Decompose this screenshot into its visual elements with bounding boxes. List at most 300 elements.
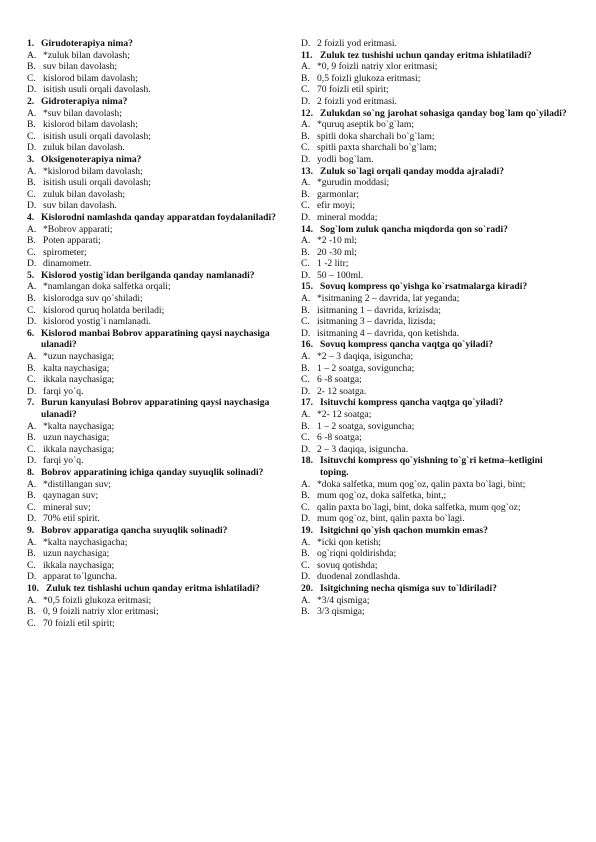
answer-option: [301, 131, 569, 143]
option-letter: C.: [27, 246, 36, 258]
question-block: [301, 583, 569, 618]
question-number: 10.: [27, 582, 39, 594]
answer-option: [301, 200, 569, 212]
answer-option: [301, 189, 569, 201]
option-text: 0, 9 foizli natriy xlor eritmasi;: [43, 606, 159, 618]
question-number: 5.: [27, 269, 35, 281]
answer-option: [27, 258, 289, 270]
answer-option: [301, 258, 569, 270]
answer-option: [301, 247, 569, 259]
answer-option: [27, 502, 289, 514]
answer-option: [301, 142, 569, 154]
answer-option: [301, 421, 569, 433]
option-letter: B.: [301, 548, 310, 560]
option-text: 20 -30 ml;: [317, 246, 357, 258]
option-letter: D.: [301, 211, 311, 223]
option-letter: C.: [27, 72, 36, 84]
option-letter: D.: [27, 385, 37, 397]
answer-option: [27, 247, 289, 259]
answer-option: [27, 142, 289, 154]
answer-option: [27, 224, 289, 236]
option-letter: D.: [301, 443, 311, 455]
question-text: Gidroterapiya nima?: [41, 95, 128, 107]
option-letter: C.: [27, 130, 36, 142]
option-letter: D.: [27, 513, 37, 525]
option-text: ikkala naychasiga;: [43, 443, 115, 455]
option-text: *zuluk bilan davolash;: [43, 49, 130, 61]
question-text: Bobrov apparatining ichiga qanday suyuqlik solinadi?: [41, 466, 264, 478]
answer-option: [301, 606, 569, 618]
answer-option: [301, 212, 569, 224]
option-text: isitish usuli orqali davolash;: [43, 177, 151, 189]
answer-option: [27, 293, 289, 305]
option-text: *distillangan suv;: [43, 478, 111, 490]
option-letter: C.: [27, 559, 36, 571]
answer-option: [301, 38, 569, 50]
option-letter: B.: [301, 188, 310, 200]
question-text: Zuluk so`lagi orqali qanday modda ajraladi?: [320, 165, 505, 177]
question-block: [27, 96, 289, 154]
answer-option: [27, 432, 289, 444]
question-text: Isitgichni qo`yish qachon mumkin emas?: [320, 524, 488, 536]
question-number: 17.: [301, 397, 313, 409]
option-letter: B.: [301, 130, 310, 142]
option-text: *kalta naychasiga;: [43, 420, 115, 432]
option-text: *2 – 3 daqiqa, isiguncha;: [317, 351, 414, 363]
answer-option: [301, 571, 569, 583]
left-column: [27, 38, 289, 629]
answer-option: [301, 374, 569, 386]
answer-option: [301, 351, 569, 363]
option-letter: B.: [27, 548, 36, 560]
option-text: 3/3 qismiga;: [317, 606, 365, 618]
option-text: *suv bilan davolash;: [43, 107, 122, 119]
question-block: [27, 212, 289, 270]
option-letter: D.: [301, 571, 311, 583]
question-text: Zuluk tez tishlashi uchun qanday eritma ishlatiladi?: [46, 582, 260, 594]
option-letter: A.: [301, 61, 311, 73]
option-letter: C.: [301, 84, 310, 96]
option-text: *quruq aseptik bo`g`lam;: [317, 119, 414, 131]
question-text: Sovuq kompress qo`yishga ko`rsatmalarga kiradi?: [320, 281, 528, 293]
option-letter: C.: [301, 559, 310, 571]
option-text: *2 -10 ml;: [317, 235, 357, 247]
answer-option: [301, 409, 569, 421]
option-letter: D.: [301, 153, 311, 165]
option-text: kislorod quruq holatda beriladi;: [43, 304, 165, 316]
question-text: Isitgichning necha qismiga suv to`ldiriladi?: [320, 582, 497, 594]
answer-option: [27, 131, 289, 143]
option-text: *gurudin moddasi;: [317, 177, 390, 189]
option-text: *2- 12 soatga;: [317, 409, 372, 420]
question-number: 1.: [27, 38, 35, 49]
option-text: *isitmaning 2 – davrida, lat yeganda;: [317, 293, 460, 305]
answer-option: [27, 537, 289, 549]
question-heading: [301, 339, 569, 351]
answer-option: [27, 363, 289, 375]
option-letter: C.: [27, 374, 36, 386]
option-text: *0, 9 foizli natriy xlor eritmasi;: [317, 61, 438, 73]
option-text: kislorod yostig`i namlanadi.: [43, 316, 151, 328]
answer-option: [27, 455, 289, 467]
answer-option: [27, 61, 289, 73]
answer-option: [27, 316, 289, 328]
question-number: 18.: [301, 455, 313, 467]
question-block: [301, 166, 569, 224]
answer-option: [27, 618, 289, 630]
answer-option: [301, 293, 569, 305]
answer-option: [27, 490, 289, 502]
question-block: [27, 154, 289, 212]
answer-option: [301, 560, 569, 572]
option-text: sovuq qotishda;: [317, 559, 378, 571]
answer-option: [27, 73, 289, 85]
option-letter: A.: [27, 351, 37, 363]
answer-option: [27, 606, 289, 618]
question-text: Oksigenoterapiya nima?: [41, 153, 142, 165]
question-heading: [27, 328, 289, 351]
option-text: isitish usuli orqali davolash;: [43, 130, 151, 142]
question-number: 8.: [27, 466, 35, 478]
option-text: 1 – 2 soatga, soviguncha;: [317, 420, 415, 432]
option-letter: C.: [27, 617, 36, 629]
option-letter: D.: [301, 95, 311, 107]
question-block: [301, 339, 569, 397]
option-text: uzun naychasiga;: [43, 548, 110, 560]
answer-option: [301, 119, 569, 131]
option-text: *0,5 foizli glukoza eritmasi;: [43, 594, 152, 606]
question-text: Kislorodni namlashda qanday apparatdan foydalaniladi?: [41, 211, 276, 223]
option-text: *3/4 qismiga;: [317, 594, 370, 606]
question-number: 15.: [301, 281, 313, 293]
question-block: [301, 281, 569, 339]
option-text: *namlangan doka salfetka orqali;: [43, 281, 171, 293]
option-text: garmonlar;: [317, 188, 360, 200]
question-number: 2.: [27, 95, 35, 107]
question-heading: [301, 50, 569, 62]
question-text: Kislorod yostig`idan berilganda qanday namlanadi?: [41, 269, 255, 281]
answer-option: [301, 235, 569, 247]
option-text: qaynagan suv;: [43, 490, 99, 502]
option-text: farqi yo`q.: [43, 455, 84, 467]
answer-option: [301, 502, 569, 514]
option-letter: C.: [301, 432, 310, 444]
answer-option: [301, 548, 569, 560]
option-text: dinamometr.: [43, 258, 92, 270]
option-text: 1 -2 litr;: [317, 258, 349, 270]
question-heading: [27, 525, 289, 537]
question-number: 13.: [301, 165, 313, 177]
option-text: isitish usuli orqali davolash.: [43, 84, 151, 96]
question-block: [301, 525, 569, 583]
question-heading: [27, 96, 289, 108]
question-block: [27, 270, 289, 328]
option-letter: C.: [27, 501, 36, 513]
question-heading: [27, 583, 289, 595]
answer-option: [27, 177, 289, 189]
option-letter: C.: [27, 443, 36, 455]
option-letter: D.: [27, 316, 37, 328]
answer-option: [301, 270, 569, 282]
option-letter: A.: [301, 293, 311, 305]
question-heading: [27, 38, 289, 50]
question-heading: [301, 224, 569, 236]
question-number: 16.: [301, 339, 313, 351]
option-text: farqi yo`q.: [43, 385, 84, 397]
answer-option: [27, 235, 289, 247]
option-letter: A.: [27, 536, 37, 548]
option-letter: C.: [301, 200, 310, 212]
option-text: mineral suv;: [43, 501, 91, 513]
option-text: 6 -8 soatga;: [317, 374, 362, 386]
question-block: [27, 583, 289, 629]
answer-option: [301, 490, 569, 502]
question-heading: [301, 455, 569, 478]
answer-option: [301, 177, 569, 189]
question-heading: [301, 108, 569, 120]
question-block: [27, 525, 289, 583]
right-column: [301, 38, 569, 618]
question-number: 11.: [301, 49, 313, 61]
option-text: mineral modda;: [317, 211, 378, 223]
answer-option: [27, 166, 289, 178]
question-text: Girudoterapiya nima?: [41, 38, 133, 49]
option-text: mum qog`oz, doka salfetka, bint,;: [317, 490, 447, 502]
answer-option: [27, 281, 289, 293]
answer-option: [301, 537, 569, 549]
question-heading: [301, 281, 569, 293]
option-letter: D.: [27, 84, 37, 96]
answer-option: [27, 595, 289, 607]
answer-option: [301, 61, 569, 73]
option-letter: A.: [301, 177, 311, 189]
option-letter: A.: [27, 107, 37, 119]
option-letter: B.: [27, 177, 36, 189]
option-letter: D.: [301, 269, 311, 281]
option-text: 50 – 100ml.: [317, 269, 364, 281]
answer-option: [27, 50, 289, 62]
option-letter: A.: [301, 478, 311, 490]
answer-option: [301, 96, 569, 108]
question-heading: [27, 467, 289, 479]
option-letter: B.: [301, 304, 310, 316]
option-letter: D.: [27, 571, 37, 583]
option-text: 70 foizli etil spirit;: [43, 617, 115, 629]
option-text: spirometer;: [43, 246, 87, 258]
question-block: [27, 397, 289, 467]
option-text: *Bobrov apparati;: [43, 223, 113, 235]
option-text: *kalta naychasigacha;: [43, 536, 128, 548]
question-heading: [27, 212, 289, 224]
option-text: mum qog`oz, bint, qalin paxta bo`lagi.: [317, 513, 465, 525]
question-block: [27, 328, 289, 398]
option-letter: C.: [301, 316, 310, 328]
option-text: suv bilan davolash.: [43, 200, 117, 212]
question-number: 19.: [301, 524, 313, 536]
option-text: uzun naychasiga;: [43, 432, 110, 444]
question-block: [27, 467, 289, 525]
answer-option: [27, 386, 289, 398]
question-block: [301, 50, 569, 108]
question-text: Burun kanyulasi Bobrov apparatining qaysi naychasiga ulanadi?: [41, 397, 270, 420]
question-text: Zuluk tez tushishi uchun qanday eritma ishlatiladi?: [320, 49, 532, 61]
option-letter: D.: [301, 385, 311, 397]
question-number: 14.: [301, 223, 313, 235]
answer-option: [301, 363, 569, 375]
answer-option: [27, 560, 289, 572]
question-block: [301, 397, 569, 455]
option-letter: A.: [301, 594, 311, 606]
option-letter: A.: [27, 594, 37, 606]
option-text: ikkala naychasiga;: [43, 374, 115, 386]
option-text: og`riqni qoldirishda;: [317, 548, 397, 560]
answer-option: [301, 513, 569, 525]
option-letter: B.: [27, 61, 36, 73]
option-text: isitmaning 4 – davrida, qon ketishda.: [317, 327, 460, 339]
option-letter: A.: [301, 119, 311, 131]
option-text: 2 foizli yod eritmasi.: [317, 95, 397, 107]
option-letter: C.: [301, 374, 310, 386]
option-text: 2 foizli yod eritmasi.: [317, 38, 397, 49]
option-text: 1 – 2 soatga, soviguncha;: [317, 362, 415, 374]
option-text: 6 -8 soatga;: [317, 432, 362, 444]
option-text: zuluk bilan davolash;: [43, 188, 126, 200]
question-text: Sog`lom zuluk qancha miqdorda qon so`radi?: [320, 223, 508, 235]
question-block: [301, 108, 569, 166]
answer-option: [27, 119, 289, 131]
question-block: [27, 38, 289, 96]
option-letter: C.: [27, 188, 36, 200]
answer-option: [301, 444, 569, 456]
option-letter: A.: [27, 223, 37, 235]
question-number: 7.: [27, 397, 35, 409]
option-letter: B.: [301, 72, 310, 84]
option-text: *uzun naychasiga;: [43, 351, 115, 363]
question-number: 3.: [27, 153, 35, 165]
option-text: zuluk bilan davolash.: [43, 142, 125, 154]
answer-option: [27, 548, 289, 560]
option-letter: B.: [27, 490, 36, 502]
answer-option: [301, 595, 569, 607]
option-text: duodenal zondlashda.: [317, 571, 401, 583]
answer-option: [27, 189, 289, 201]
answer-option: [301, 386, 569, 398]
question-heading: [27, 270, 289, 282]
answer-option: [301, 316, 569, 328]
question-heading: [301, 583, 569, 595]
question-text: Sovuq kompress qancha vaqtga qo`yiladi?: [320, 339, 494, 351]
option-text: spitli doka sharchali bo`g`lam;: [317, 130, 435, 142]
option-text: *kislorod bilam davolash;: [43, 165, 143, 177]
option-text: spitli paxta sharchali bo`g`lam;: [317, 142, 437, 154]
option-text: suv bilan davolash;: [43, 61, 118, 73]
option-letter: B.: [27, 119, 36, 131]
option-text: apparat to`lguncha.: [43, 571, 118, 583]
option-letter: C.: [301, 142, 310, 154]
question-number: 4.: [27, 211, 35, 223]
option-text: isitmaning 1 – davrida, krizisda;: [317, 304, 441, 316]
option-text: kislorod bilam davolash;: [43, 72, 138, 84]
option-letter: B.: [301, 606, 310, 618]
answer-option: [27, 200, 289, 212]
answer-option: [27, 351, 289, 363]
answer-option: [301, 479, 569, 491]
answer-option: [301, 328, 569, 340]
question-number: 20.: [301, 582, 313, 594]
option-letter: C.: [301, 258, 310, 270]
answer-option: [301, 305, 569, 317]
option-text: ikkala naychasiga;: [43, 559, 115, 571]
answer-option: [301, 154, 569, 166]
answer-option: [27, 84, 289, 96]
question-block: [301, 455, 569, 525]
answer-option: [27, 444, 289, 456]
question-block: [301, 224, 569, 282]
answer-option: [27, 571, 289, 583]
option-letter: B.: [27, 362, 36, 374]
answer-option: [27, 305, 289, 317]
option-letter: B.: [301, 490, 310, 502]
answer-option: [27, 108, 289, 120]
option-letter: B.: [27, 293, 36, 305]
option-text: 70 foizli etil spirit;: [317, 84, 389, 96]
option-letter: A.: [27, 165, 37, 177]
option-letter: A.: [27, 478, 37, 490]
option-letter: B.: [301, 246, 310, 258]
option-letter: C.: [27, 304, 36, 316]
question-heading: [27, 154, 289, 166]
answer-option: [27, 421, 289, 433]
option-text: *icki qon ketish;: [317, 536, 381, 548]
option-text: kislorod bilam davolash;: [43, 119, 138, 131]
option-letter: A.: [27, 281, 37, 293]
option-text: kislorodga suv qo`shiladi;: [43, 293, 143, 305]
option-text: isitmaning 3 – davrida, lizisda;: [317, 316, 436, 328]
option-letter: B.: [301, 420, 310, 432]
question-number: 9.: [27, 524, 35, 536]
option-text: Poten apparati;: [43, 235, 101, 247]
question-heading: [301, 397, 569, 409]
answer-option: [27, 479, 289, 491]
option-letter: C.: [301, 501, 310, 513]
option-letter: B.: [27, 606, 36, 618]
question-number: 6.: [27, 327, 35, 339]
option-text: 2- 12 soatga.: [317, 385, 367, 397]
answer-option: [301, 432, 569, 444]
option-text: 70% etil spirit.: [43, 513, 100, 525]
option-text: qalin paxta bo`lagi, bint, doka salfetka, mum qog`oz;: [317, 501, 521, 513]
option-letter: B.: [27, 432, 36, 444]
question-text: Zulukdan so`ng jarohat sohasiga qanday bog`lam qo`yiladi?: [320, 107, 567, 119]
option-letter: B.: [27, 235, 36, 247]
option-letter: B.: [301, 362, 310, 374]
question-heading: [301, 525, 569, 537]
option-text: 0,5 foizli glukoza eritmasi;: [317, 72, 421, 84]
question-number: 12.: [301, 107, 313, 119]
option-text: efir moyi;: [317, 200, 356, 212]
question-text: Isituvchi kompress qo`yishning to`g`ri ketma–ketligini toping.: [320, 455, 543, 478]
question-text: Isituvchi kompress qancha vaqtga qo`yiladi?: [320, 397, 504, 409]
option-letter: A.: [27, 420, 37, 432]
option-letter: D.: [27, 258, 37, 270]
answer-option: [301, 73, 569, 85]
option-text: kalta naychasiga;: [43, 362, 110, 374]
option-letter: D.: [301, 38, 311, 49]
question-heading: [27, 397, 289, 420]
question-text: Bobrov apparatiga qancha suyuqlik solinadi?: [41, 524, 228, 536]
option-text: yodli bog`lam.: [317, 153, 374, 165]
answer-option: [27, 374, 289, 386]
